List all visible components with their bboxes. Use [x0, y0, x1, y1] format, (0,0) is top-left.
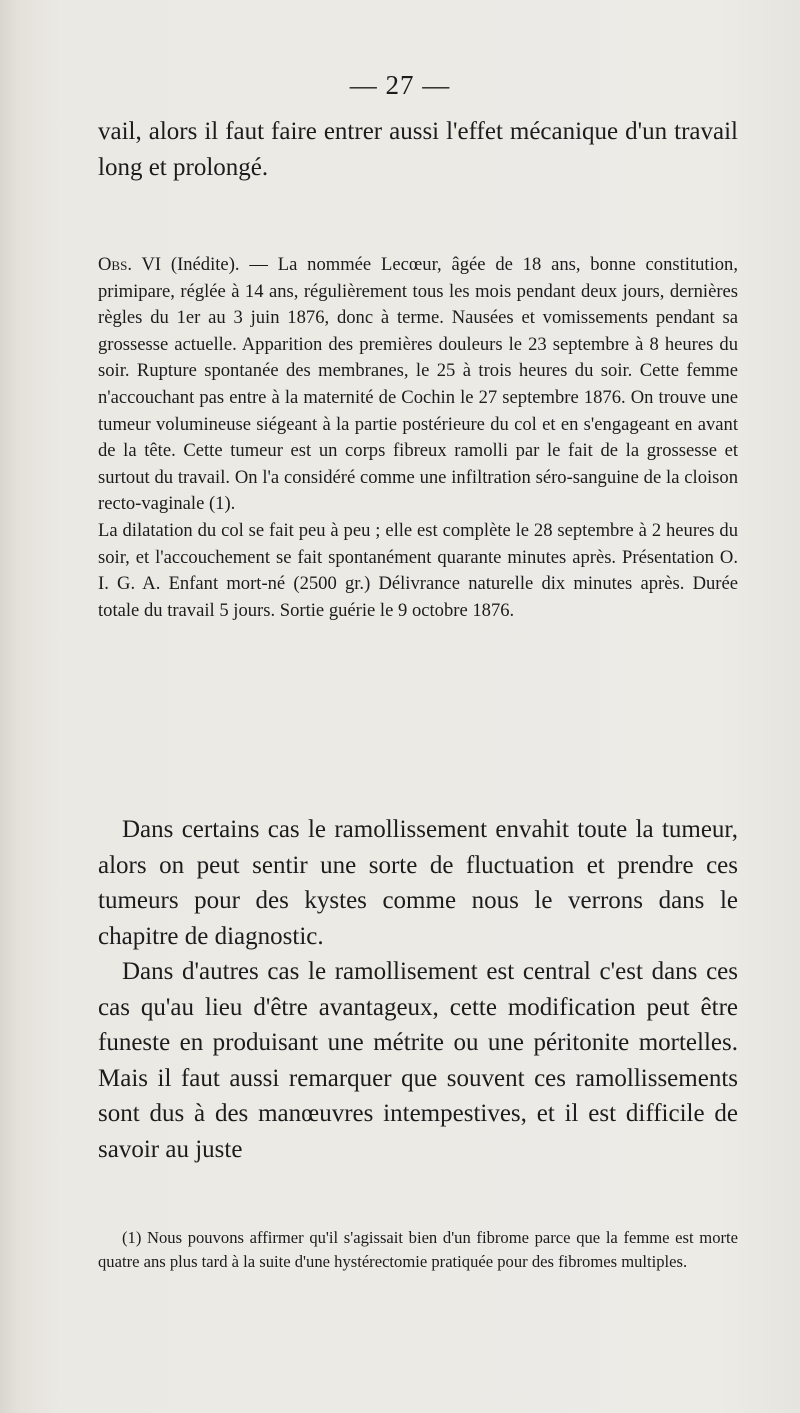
body-text [98, 812, 738, 1167]
observation-paragraph-2: La dilatation du col se fait peu à peu ; elle est complète le 28 septembre à 2 heures du soir, et l'accouchement se fait spontanément quarante minutes après. Présentation O. I. G. A. Enfant mort-né (2500 gr.) Délivrance naturelle dix minutes après. Durée totale du travail 5 jours. Sortie guérie le 9 octobre 1876. [98, 519, 738, 621]
observation-paragraph [98, 252, 738, 518]
observation-block [98, 252, 738, 624]
lead-paragraph: vail, alors il faut faire entrer aussi l'effet mécanique d'un travail long et prolongé. [98, 118, 738, 181]
observation-heading: Obs. VI [98, 254, 162, 275]
observation-tag: (Inédite). — [170, 254, 268, 275]
observation-text: La nommée Lecœur, âgée de 18 ans, bonne constitution, primipare, réglée à 14 ans, régulièrement tous les mois pendant deux jours, dernières règles du 1er au 3 juin 1876, donc à terme. Nausées et vomissements pendant sa grossesse actuelle. Apparition des premières douleurs le 23 septembre à 8 heures du soir. Rupture spontanée des membranes, le 25 à trois heures du soir. Cette femme n'accouchant pas entre à la maternité de Cochin le 27 septembre 1876. On trouve une tumeur volumineuse siégeant à la partie postérieure du col et en s'engageant en avant de la tête. Cette tumeur est un corps fibreux ramolli par le fait de la grossesse et surtout du travail. On l'a considéré comme une infiltration séro-sanguine de la cloison recto-vaginale (1). [98, 254, 738, 515]
body-paragraph-1: Dans certains cas le ramollissement envahit toute la tumeur, alors on peut sentir une sorte de fluctuation et prendre ces tumeurs pour des kystes comme nous le verrons dans le chapitre de diagnostic. [98, 816, 738, 950]
footnote [98, 1226, 738, 1273]
body-paragraph-2: Dans d'autres cas le ramollisement est central c'est dans ces cas qu'au lieu d'être avantageux, cette modification peut être funeste en produisant une métrite ou une péritonite mortelles. Mais il faut aussi remarquer que souvent ces ramollissements sont dus à des manœuvres intempestives, et il est difficile de savoir au juste [98, 958, 738, 1163]
page-number: — 27 — [349, 70, 451, 100]
footnote-text: (1) Nous pouvons affirmer qu'il s'agissait bien d'un fibrome parce que la femme est morte quatre ans plus tard à la suite d'une hystérectomie pratiquée pour des fibromes multiples. [98, 1228, 738, 1271]
